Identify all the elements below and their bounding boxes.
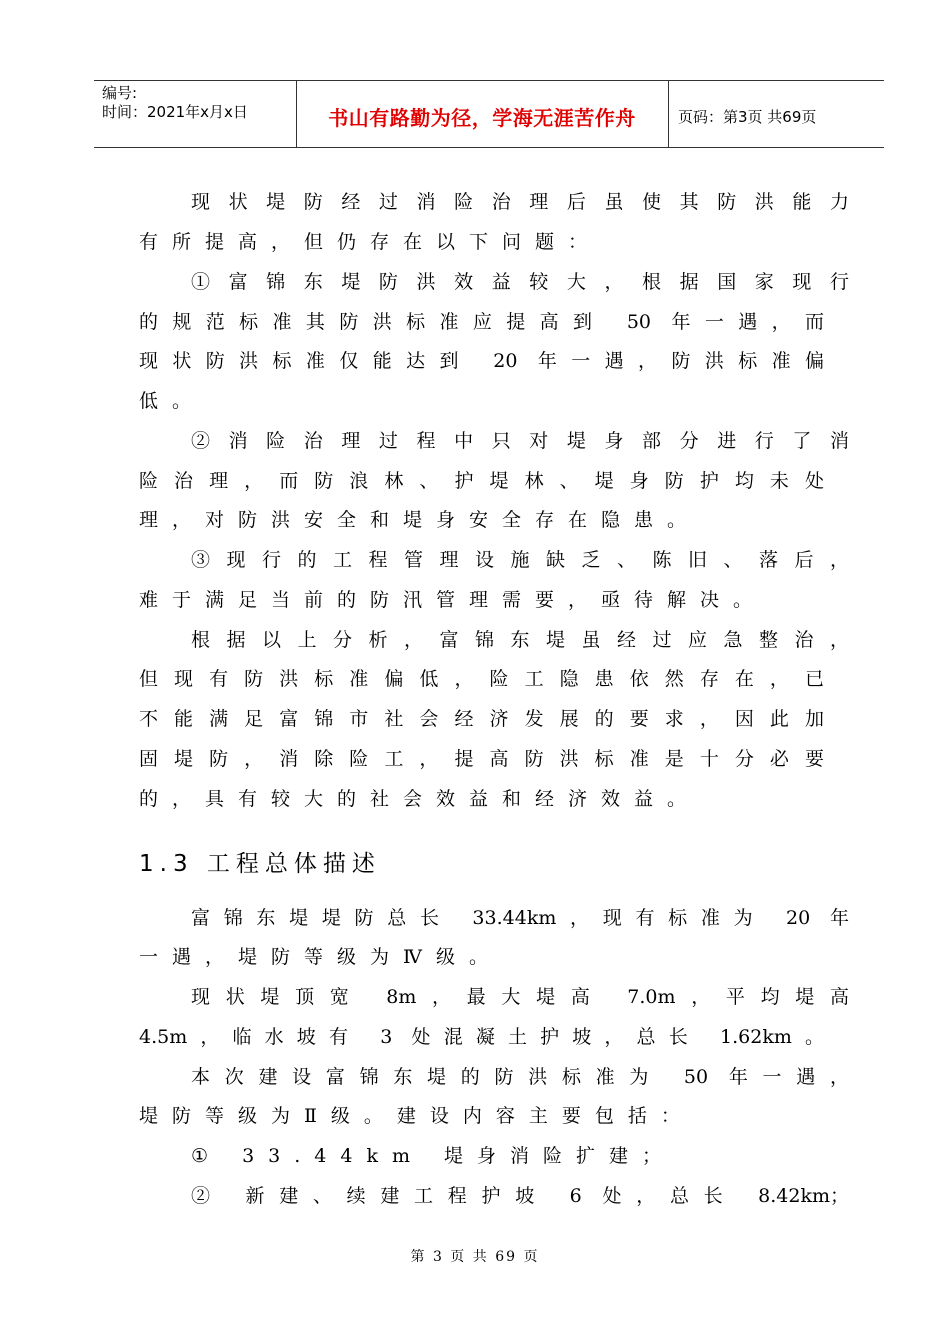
page-footer: 第 3 页 共 69 页	[410, 1249, 540, 1265]
body-line: 现状堤防经过消险治理后虽使其防洪能力	[191, 191, 849, 213]
body-line: 险治理，而防浪林、护堤林、堤身防护均未处	[139, 470, 824, 492]
body-line: 一遇，堤防等级为Ⅳ级。	[139, 946, 502, 968]
body-line: ② 新建、续建工程护坡 6 处，总长 8.42km；	[191, 1185, 849, 1207]
body-line: 不能满足富锦市社会经济发展的要求，因此加	[139, 708, 824, 730]
body-line: ① 33.44km 堤身消险扩建；	[191, 1145, 676, 1167]
body-line: 现状堤顶宽 8m，最大堤高 7.0m，平均堤高	[191, 986, 849, 1008]
body-line: 理，对防洪安全和堤身安全存在隐患。	[139, 509, 701, 531]
body-line: 的，具有较大的社会效益和经济效益。	[139, 788, 701, 810]
header-bottom-rule	[94, 147, 884, 148]
header-number-label: 编号:	[102, 84, 138, 102]
header-top-rule	[94, 80, 884, 81]
body-line: 4.5m，临水坡有 3 处混凝土护坡，总长 1.62km。	[139, 1026, 824, 1048]
header-time-label: 时间：2021年x月x日	[102, 103, 248, 121]
body-line: 低。	[139, 390, 206, 412]
body-line: 的规范标准其防洪标准应提高到 50 年一遇，而	[139, 311, 824, 333]
section-heading: 1.3 工程总体描述	[139, 851, 381, 877]
body-line: 但现有防洪标准偏低，险工隐患依然存在，已	[139, 668, 824, 690]
body-line: ②消险治理过程中只对堤身部分进行了消	[191, 430, 849, 452]
body-line: 堤防等级为Ⅱ级。建设内容主要包括：	[139, 1105, 694, 1127]
header-divider-right	[668, 80, 669, 147]
body-line: 富锦东堤堤防总长 33.44km，现有标准为 20 年	[191, 907, 849, 929]
body-line: 固堤防，消除险工，提高防洪标准是十分必要	[139, 748, 824, 770]
body-line: 难于满足当前的防汛管理需要，亟待解决。	[139, 589, 767, 611]
body-line: 本次建设富锦东堤的防洪标准为 50 年一遇，	[191, 1066, 849, 1088]
body-line: 有所提高，但仍存在以下问题：	[139, 231, 602, 253]
header-motto: 书山有路勤为径，学海无涯苦作舟	[328, 106, 636, 130]
body-line: ①富锦东堤防洪效益较大，根据国家现行	[191, 271, 849, 293]
body-line: 现状防洪标准仅能达到 20 年一遇，防洪标准偏	[139, 350, 824, 372]
body-line: 根据以上分析，富锦东堤虽经过应急整治，	[191, 629, 849, 651]
body-line: ③现行的工程管理设施缺乏、陈旧、落后，	[191, 549, 849, 571]
header-page-info: 页码：第3页 共69页	[678, 108, 817, 126]
